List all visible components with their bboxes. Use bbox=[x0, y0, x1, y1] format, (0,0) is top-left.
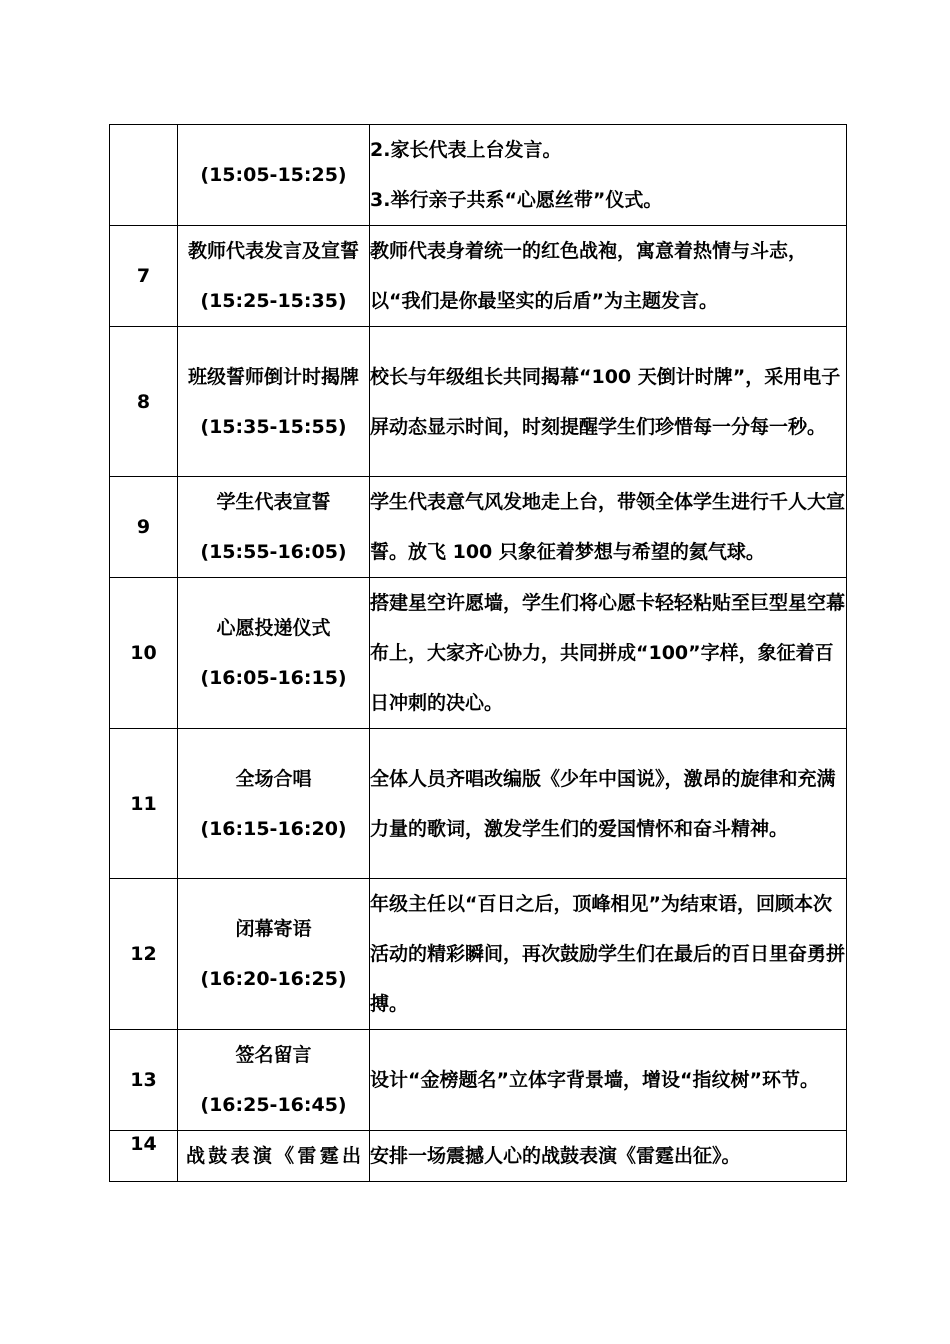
table-row bbox=[110, 729, 847, 879]
item-title: 闭幕寄语 bbox=[235, 918, 312, 940]
item-title: 学生代表宣誓 bbox=[216, 491, 331, 513]
item-description: 设计“金榜题名”立体字背景墙，增设“指纹树”环节。 bbox=[370, 1069, 819, 1091]
item-description: 全体人员齐唱改编版《少年中国说》，激昂的旋律和充满力量的歌词，激发学生们的爱国情怀和奋斗精神。 bbox=[370, 767, 836, 840]
item-description-line: 2.家长代表上台发言。 bbox=[370, 139, 562, 161]
item-number: 12 bbox=[110, 879, 178, 1030]
item-time: (15:25-15:35) bbox=[200, 290, 347, 312]
item-description-cell bbox=[370, 1131, 847, 1182]
item-title-cell bbox=[178, 226, 370, 327]
item-number bbox=[110, 125, 178, 226]
item-description-cell bbox=[370, 226, 847, 327]
item-title: 全场合唱 bbox=[235, 767, 312, 790]
item-title: 心愿投递仪式 bbox=[216, 617, 331, 639]
item-description: 搭建星空许愿墙，学生们将心愿卡轻轻粘贴至巨型星空幕布上，大家齐心协力，共同拼成“100”字样，象征着百日冲刺的决心。 bbox=[370, 592, 846, 714]
item-description: 安排一场震撼人心的战鼓表演《雷霆出征》。 bbox=[370, 1145, 741, 1167]
item-time: (16:15-16:20) bbox=[200, 817, 347, 840]
item-description-cell bbox=[370, 125, 847, 226]
item-title: 战鼓表演《雷霆出 bbox=[186, 1145, 361, 1167]
item-title-cell bbox=[178, 125, 370, 226]
item-title: 班级誓师倒计时揭牌 bbox=[187, 365, 359, 388]
item-title: 教师代表发言及宣誓 bbox=[187, 240, 359, 262]
item-title-cell bbox=[178, 729, 370, 879]
item-description: 校长与年级组长共同揭幕“100 天倒计时牌”，采用电子屏动态显示时间，时刻提醒学生们珍惜每一分每一秒。 bbox=[370, 365, 841, 438]
table-row bbox=[110, 1131, 847, 1182]
table-row bbox=[110, 879, 847, 1030]
item-number: 8 bbox=[110, 327, 178, 477]
item-description-cell bbox=[370, 1030, 847, 1131]
table-row bbox=[110, 477, 847, 578]
item-number: 10 bbox=[110, 578, 178, 729]
item-time: (16:25-16:45) bbox=[200, 1094, 347, 1116]
item-time: (16:05-16:15) bbox=[200, 667, 347, 689]
item-description-cell bbox=[370, 729, 847, 879]
item-title: 签名留言 bbox=[235, 1044, 312, 1066]
item-number: 7 bbox=[110, 226, 178, 327]
item-time: (15:55-16:05) bbox=[200, 541, 347, 563]
item-description-line: 3.举行亲子共系“心愿丝带”仪式。 bbox=[370, 189, 663, 211]
item-description-cell bbox=[370, 578, 847, 729]
table-row bbox=[110, 578, 847, 729]
item-description: 学生代表意气风发地走上台，带领全体学生进行千人大宣誓。放飞 100 只象征着梦想与希望的氦气球。 bbox=[370, 491, 846, 563]
table-row bbox=[110, 226, 847, 327]
item-description-cell bbox=[370, 879, 847, 1030]
item-title-cell bbox=[178, 1131, 370, 1182]
table-row bbox=[110, 1030, 847, 1131]
table-row bbox=[110, 327, 847, 477]
item-time: (15:05-15:25) bbox=[200, 164, 347, 186]
item-number: 14 bbox=[110, 1131, 178, 1182]
item-title-cell bbox=[178, 578, 370, 729]
item-title-cell bbox=[178, 879, 370, 1030]
item-time: (16:20-16:25) bbox=[200, 968, 347, 990]
item-description-cell bbox=[370, 327, 847, 477]
table-row bbox=[110, 125, 847, 226]
item-time: (15:35-15:55) bbox=[200, 415, 347, 438]
item-description: 年级主任以“百日之后，顶峰相见”为结束语，回顾本次活动的精彩瞬间，再次鼓励学生们在最后的百日里奋勇拼搏。 bbox=[370, 893, 846, 1015]
item-description: 教师代表身着统一的红色战袍，寓意着热情与斗志，以“我们是你最坚实的后盾”为主题发言。 bbox=[370, 240, 808, 312]
activity-schedule-table bbox=[109, 124, 847, 1182]
item-title-cell bbox=[178, 327, 370, 477]
item-number: 11 bbox=[110, 729, 178, 879]
item-title-cell bbox=[178, 1030, 370, 1131]
item-description-cell bbox=[370, 477, 847, 578]
item-title-cell bbox=[178, 477, 370, 578]
item-number: 13 bbox=[110, 1030, 178, 1131]
item-number: 9 bbox=[110, 477, 178, 578]
